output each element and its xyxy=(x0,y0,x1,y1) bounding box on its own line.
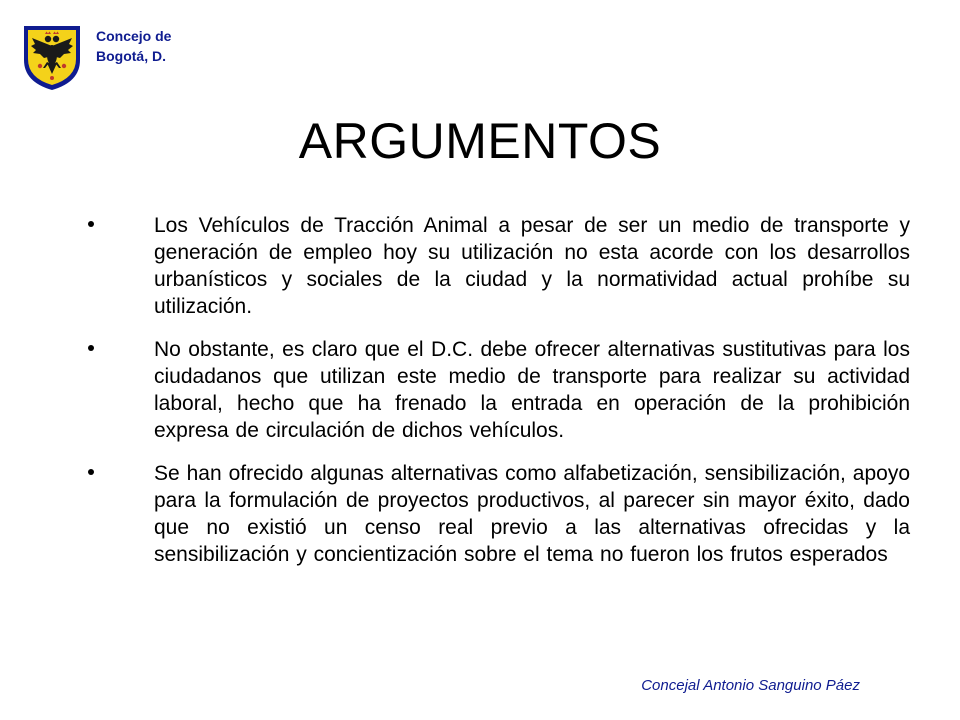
author-footer: Concejal Antonio Sanguino Páez xyxy=(641,677,860,694)
bullet-list xyxy=(88,212,910,584)
bogota-coat-of-arms-icon xyxy=(20,22,84,92)
org-name-line1: Concejo de xyxy=(96,28,172,44)
bullet-item xyxy=(88,336,910,444)
bullet-dot-icon xyxy=(88,345,94,351)
slide-title: ARGUMENTOS xyxy=(298,113,662,169)
bullet-item xyxy=(88,212,910,320)
bullet-text: Los Vehículos de Tracción Animal a pesar de ser un medio de transporte y generación de empleo hoy su utilización no esta acorde con los desarrollos urbanísticos y sociales de la ciudad y la normatividad actual prohíbe su utilización. xyxy=(154,214,910,318)
org-name-line2: Bogotá, D. xyxy=(96,48,166,64)
bullet-dot-icon xyxy=(88,469,94,475)
bullet-text: No obstante, es claro que el D.C. debe ofrecer alternativas sustitutivas para los ciudadanos que utilizan este medio de transporte para realizar su actividad laboral, hecho que ha frenado la entrada en operación de la prohibición expresa de circulación de dichos vehículos. xyxy=(154,338,910,442)
org-name xyxy=(96,26,256,66)
bullet-text: Se han ofrecido algunas alternativas como alfabetización, sensibilización, apoyo para la formulación de proyectos productivos, al parecer sin mayor éxito, dado que no existió un censo real previo a las alternativas ofrecidas y la sensibilización y concientización sobre el tema no fueron los frutos esperados xyxy=(154,462,910,566)
bullet-dot-icon xyxy=(88,221,94,227)
bullet-item xyxy=(88,460,910,568)
